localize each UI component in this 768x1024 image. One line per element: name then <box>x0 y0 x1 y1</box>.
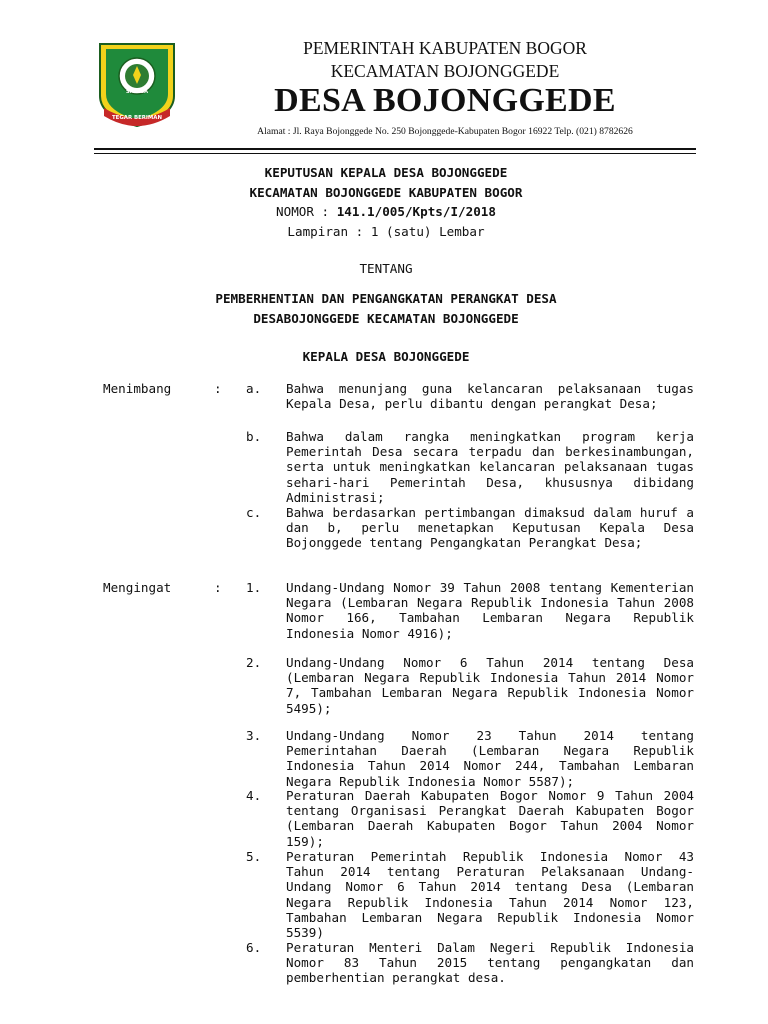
item-number: 6. <box>246 940 262 955</box>
item-text: Bahwa dalam rangka meningkatkan program kerja Pemerintah Desa secara terpadu dan berkesinambungan, serta untuk meningkatkan kelancaran pelaksanaan tugas sehari-hari Pemerintah Desa, khususnya dibidang Administrasi; <box>286 429 694 505</box>
item-number: b. <box>246 429 262 444</box>
mengingat-label: Mengingat <box>103 580 172 595</box>
item-number: a. <box>246 381 262 396</box>
item-number: 5. <box>246 849 262 864</box>
item-number: 4. <box>246 788 262 803</box>
logo-emblem-text: SAYAGA <box>126 89 148 95</box>
item-text: Bahwa berdasarkan pertimbangan dimaksud dalam huruf a dan b, perlu menetapkan Keputusan Kepala Desa Bojonggede tentang Pengangkatan Perangkat Desa; <box>286 505 694 551</box>
letterhead-village-title: DESA BOJONGGEDE <box>274 82 616 119</box>
item-text: Undang-Undang Nomor 6 Tahun 2014 tentang Desa (Lembaran Negara Republik Indonesia Tahun 2014 Nomor 7, Tambahan Lembaran Negara Republik Indonesia Nomor 5495); <box>286 655 694 716</box>
letterhead-divider <box>94 148 696 150</box>
mengingat-colon: : <box>214 580 222 595</box>
item-number: 1. <box>246 580 262 595</box>
letterhead-address: Alamat : Jl. Raya Bojonggede No. 250 Bojonggede-Kabupaten Bogor 16922 Telp. (021) 8782626 <box>257 126 633 137</box>
decree-attachment: Lampiran : 1 (satu) Lembar <box>287 224 485 239</box>
decree-subject-line2: DESABOJONGGEDE KECAMATAN BOJONGGEDE <box>253 311 519 326</box>
decree-authority: KEPALA DESA BOJONGGEDE <box>302 349 470 364</box>
decree-about: TENTANG <box>359 261 413 276</box>
logo-ribbon-text: TEGAR BERIMAN <box>112 115 162 121</box>
letterhead-district: KECAMATAN BOJONGGEDE <box>330 61 560 81</box>
item-number: 2. <box>246 655 262 670</box>
item-text: Peraturan Daerah Kabupaten Bogor Nomor 9 Tahun 2004 tentang Organisasi Perangkat Daerah Kabupaten Bogor (Lembaran Daerah Kabupaten Bogor Tahun 2004 Nomor 159); <box>286 788 694 849</box>
letterhead-divider-thin <box>94 153 696 154</box>
decree-subject-line1: PEMBERHENTIAN DAN PENGANGKATAN PERANGKAT DESA <box>215 291 557 306</box>
item-text: Undang-Undang Nomor 23 Tahun 2014 tentang Pemerintahan Daerah (Lembaran Negara Republik Indonesia Tahun 2014 Nomor 244, Tambahan Lembaran Negara Republik Indonesia Nomor 5587); <box>286 728 694 789</box>
item-text: Undang-Undang Nomor 39 Tahun 2008 tentang Kementerian Negara (Lembaran Negara Republik Indonesia Tahun 2008 Nomor 166, Tambahan Lembaran Negara Republik Indonesia Nomor 4916); <box>286 580 694 641</box>
item-number: c. <box>246 505 262 520</box>
decree-number <box>80 204 692 219</box>
letterhead-government: PEMERINTAH KABUPATEN BOGOR <box>303 38 587 58</box>
decree-number-value: 141.1/005/Kpts/I/2018 <box>336 204 496 219</box>
bogor-regency-logo <box>94 38 180 130</box>
item-text: Bahwa menunjang guna kelancaran pelaksanaan tugas Kepala Desa, perlu dibantu dengan perangkat Desa; <box>286 381 694 412</box>
item-text: Peraturan Menteri Dalam Negeri Republik Indonesia Nomor 83 Tahun 2015 tentang pengangkatan dan pemberhentian perangkat desa. <box>286 940 694 986</box>
item-text: Peraturan Pemerintah Republik Indonesia Nomor 43 Tahun 2014 tentang Peraturan Pelaksanaan Undang-Undang Nomor 6 Tahun 2014 tentang Desa (Lembaran Negara Republik Indonesia Tahun 2014 Nomor 123, Tambahan Lembaran Negara Republik Indonesia Nomor 5539) <box>286 849 694 941</box>
menimbang-label: Menimbang <box>103 381 172 396</box>
menimbang-colon: : <box>214 381 222 396</box>
decree-number-label: NOMOR : <box>276 204 330 219</box>
decree-subheading: KECAMATAN BOJONGGEDE KABUPATEN BOGOR <box>249 185 523 200</box>
decree-heading: KEPUTUSAN KEPALA DESA BOJONGGEDE <box>264 165 508 180</box>
item-number: 3. <box>246 728 262 743</box>
